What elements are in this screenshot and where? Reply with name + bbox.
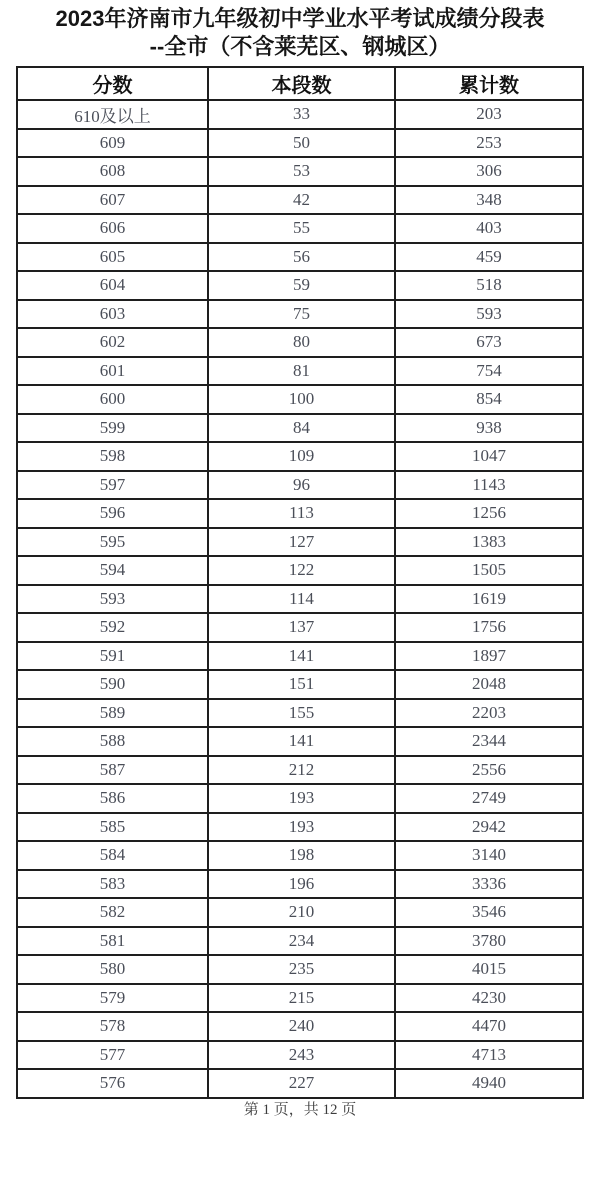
table-cell: 1505 [395, 556, 583, 585]
table-cell: 1143 [395, 471, 583, 500]
table-cell: 193 [208, 784, 395, 813]
table-row [17, 214, 583, 243]
table-cell: 42 [208, 186, 395, 215]
table-row [17, 870, 583, 899]
table-cell: 4470 [395, 1012, 583, 1041]
table-cell: 587 [17, 756, 208, 785]
table-cell: 3780 [395, 927, 583, 956]
table-cell: 586 [17, 784, 208, 813]
table-cell: 1256 [395, 499, 583, 528]
table-cell: 610及以上 [17, 100, 208, 129]
table-row [17, 357, 583, 386]
table-cell: 203 [395, 100, 583, 129]
table-cell: 1047 [395, 442, 583, 471]
table-cell: 2344 [395, 727, 583, 756]
table-cell: 141 [208, 727, 395, 756]
table-cell: 938 [395, 414, 583, 443]
table-cell: 243 [208, 1041, 395, 1070]
table-cell: 590 [17, 670, 208, 699]
column-header-segment-count: 本段数 [208, 67, 395, 100]
table-cell: 4230 [395, 984, 583, 1013]
table-cell: 3546 [395, 898, 583, 927]
table-cell: 594 [17, 556, 208, 585]
table-row [17, 784, 583, 813]
table-row [17, 699, 583, 728]
table-cell: 609 [17, 129, 208, 158]
table-row [17, 927, 583, 956]
table-row [17, 813, 583, 842]
table-cell: 253 [395, 129, 583, 158]
table-cell: 56 [208, 243, 395, 272]
table-row [17, 243, 583, 272]
table-cell: 122 [208, 556, 395, 585]
table-row [17, 756, 583, 785]
table-cell: 605 [17, 243, 208, 272]
table-cell: 210 [208, 898, 395, 927]
table-cell: 607 [17, 186, 208, 215]
table-row [17, 385, 583, 414]
table-cell: 81 [208, 357, 395, 386]
table-row [17, 1069, 583, 1098]
table-cell: 59 [208, 271, 395, 300]
table-cell: 595 [17, 528, 208, 557]
table-cell: 600 [17, 385, 208, 414]
table-cell: 96 [208, 471, 395, 500]
table-row [17, 157, 583, 186]
table-cell: 1619 [395, 585, 583, 614]
table-row [17, 1041, 583, 1070]
table-row [17, 898, 583, 927]
table-cell: 602 [17, 328, 208, 357]
table-cell: 591 [17, 642, 208, 671]
table-row [17, 499, 583, 528]
table-cell: 2048 [395, 670, 583, 699]
table-row [17, 955, 583, 984]
table-cell: 151 [208, 670, 395, 699]
table-row [17, 585, 583, 614]
table-cell: 50 [208, 129, 395, 158]
table-cell: 593 [17, 585, 208, 614]
table-cell: 2749 [395, 784, 583, 813]
table-row [17, 528, 583, 557]
table-cell: 114 [208, 585, 395, 614]
table-row [17, 471, 583, 500]
page-title-line1: 2023年济南市九年级初中学业水平考试成绩分段表 [55, 6, 545, 31]
table-cell: 84 [208, 414, 395, 443]
table-cell: 75 [208, 300, 395, 329]
table-cell: 155 [208, 699, 395, 728]
table-cell: 588 [17, 727, 208, 756]
table-row [17, 186, 583, 215]
table-cell: 55 [208, 214, 395, 243]
score-distribution-table [16, 66, 584, 1099]
table-cell: 109 [208, 442, 395, 471]
table-cell: 193 [208, 813, 395, 842]
table-cell: 348 [395, 186, 583, 215]
table-cell: 578 [17, 1012, 208, 1041]
table-cell: 137 [208, 613, 395, 642]
table-cell: 2556 [395, 756, 583, 785]
table-cell: 80 [208, 328, 395, 357]
table-cell: 596 [17, 499, 208, 528]
table-cell: 4940 [395, 1069, 583, 1098]
table-cell: 53 [208, 157, 395, 186]
table-row [17, 556, 583, 585]
table-cell: 196 [208, 870, 395, 899]
table-row [17, 442, 583, 471]
table-cell: 754 [395, 357, 583, 386]
table-cell: 608 [17, 157, 208, 186]
table-cell: 597 [17, 471, 208, 500]
table-cell: 599 [17, 414, 208, 443]
table-cell: 577 [17, 1041, 208, 1070]
table-cell: 604 [17, 271, 208, 300]
page-title [0, 0, 600, 61]
table-cell: 212 [208, 756, 395, 785]
table-cell: 33 [208, 100, 395, 129]
table-row [17, 100, 583, 129]
table-cell: 606 [17, 214, 208, 243]
table-cell: 3140 [395, 841, 583, 870]
table-cell: 4015 [395, 955, 583, 984]
table-cell: 235 [208, 955, 395, 984]
table-cell: 589 [17, 699, 208, 728]
page-footer: 第 1 页，共 12 页 [243, 1101, 357, 1118]
table-cell: 1897 [395, 642, 583, 671]
table-cell: 584 [17, 841, 208, 870]
table-cell: 854 [395, 385, 583, 414]
table-cell: 579 [17, 984, 208, 1013]
table-cell: 306 [395, 157, 583, 186]
table-cell: 598 [17, 442, 208, 471]
table-cell: 4713 [395, 1041, 583, 1070]
table-cell: 141 [208, 642, 395, 671]
table-cell: 673 [395, 328, 583, 357]
table-cell: 100 [208, 385, 395, 414]
table-row [17, 300, 583, 329]
table-cell: 582 [17, 898, 208, 927]
table-cell: 459 [395, 243, 583, 272]
table-cell: 601 [17, 357, 208, 386]
column-header-cumulative-count: 累计数 [395, 67, 583, 100]
table-cell: 576 [17, 1069, 208, 1098]
table-cell: 3336 [395, 870, 583, 899]
table-cell: 1756 [395, 613, 583, 642]
table-cell: 227 [208, 1069, 395, 1098]
table-cell: 593 [395, 300, 583, 329]
table-cell: 603 [17, 300, 208, 329]
table-row [17, 841, 583, 870]
table-cell: 1383 [395, 528, 583, 557]
table-row [17, 727, 583, 756]
table-row [17, 642, 583, 671]
table-cell: 580 [17, 955, 208, 984]
table-cell: 234 [208, 927, 395, 956]
table-row [17, 1012, 583, 1041]
table-row [17, 271, 583, 300]
table-cell: 2203 [395, 699, 583, 728]
table-header-row [17, 67, 583, 100]
table-row [17, 328, 583, 357]
table-row [17, 129, 583, 158]
table-cell: 198 [208, 841, 395, 870]
table-cell: 585 [17, 813, 208, 842]
table-cell: 215 [208, 984, 395, 1013]
table-row [17, 670, 583, 699]
table-row [17, 414, 583, 443]
page-title-line2: --全市（不含莱芜区、钢城区） [149, 34, 451, 59]
table-cell: 581 [17, 927, 208, 956]
table-cell: 403 [395, 214, 583, 243]
table-cell: 127 [208, 528, 395, 557]
table-cell: 518 [395, 271, 583, 300]
table-row [17, 613, 583, 642]
table-cell: 592 [17, 613, 208, 642]
table-row [17, 984, 583, 1013]
table-cell: 113 [208, 499, 395, 528]
table-cell: 240 [208, 1012, 395, 1041]
table-cell: 2942 [395, 813, 583, 842]
column-header-score: 分数 [17, 67, 208, 100]
table-cell: 583 [17, 870, 208, 899]
